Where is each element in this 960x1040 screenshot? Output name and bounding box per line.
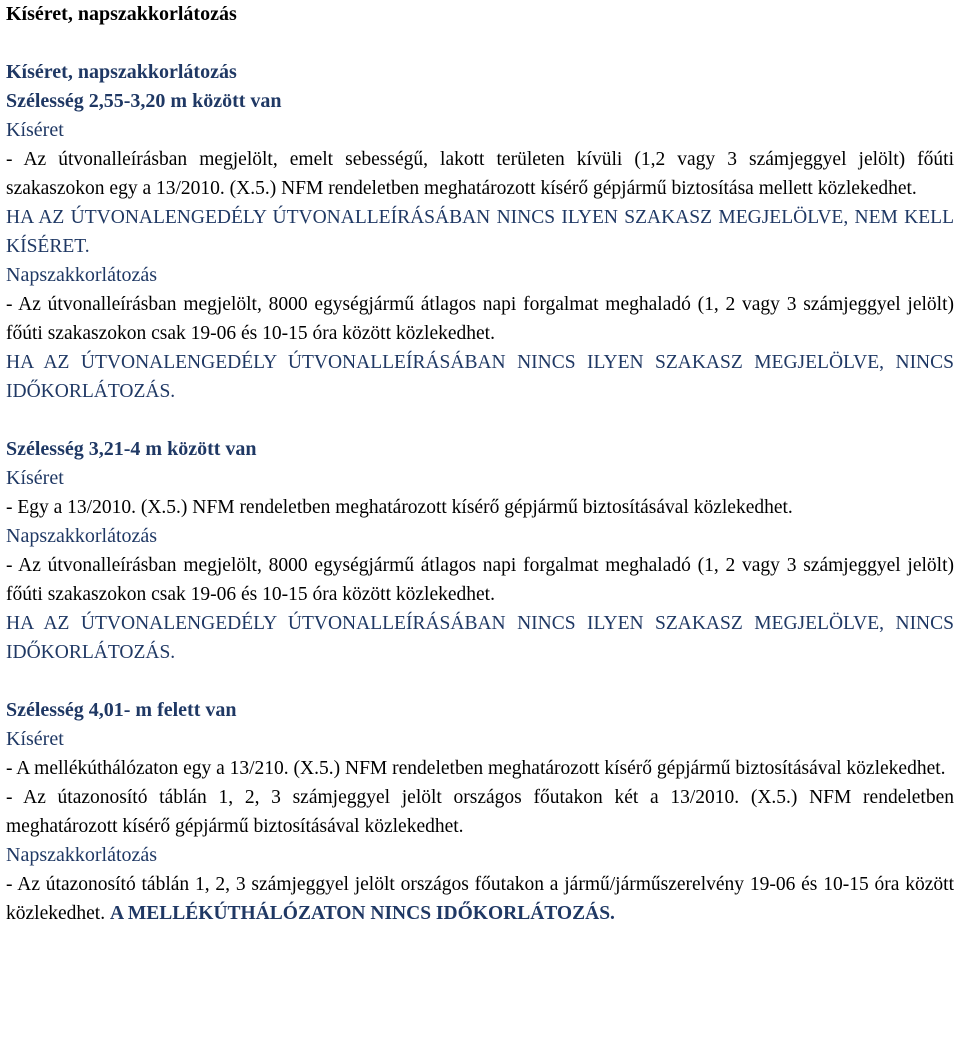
escort-text-3a: - A mellékúthálózaton egy a 13/210. (X.5.) NFM rendeletben meghatározott kísérő gépjármű biztosításával közlekedhet. (6, 758, 946, 779)
document-title: Kíséret, napszakkorlátozás (6, 3, 237, 25)
time-heading-3: Napszakkorlátozás (6, 844, 158, 866)
main-heading: Kíséret, napszakkorlátozás (6, 61, 237, 83)
time-caps-note-2: HA AZ ÚTVONALENGEDÉLY ÚTVONALLEÍRÁSÁBAN NINCS ILYEN SZAKASZ MEGJELÖLVE, NINCS IDŐKORLÁTOZÁS. (6, 613, 954, 663)
width-heading-3: Szélesség 4,01- m felett van (6, 699, 237, 721)
time-caps-note-3: A MELLÉKÚTHÁLÓZATON NINCS IDŐKORLÁTOZÁS. (109, 903, 615, 924)
time-heading-1: Napszakkorlátozás (6, 264, 158, 286)
time-caps-note-1: HA AZ ÚTVONALENGEDÉLY ÚTVONALLEÍRÁSÁBAN NINCS ILYEN SZAKASZ MEGJELÖLVE, NINCS IDŐKORLÁTOZÁS. (6, 352, 954, 402)
width-heading-2: Szélesség 3,21-4 m között van (6, 438, 257, 460)
spacer (6, 29, 954, 58)
escort-heading-2: Kíséret (6, 467, 64, 489)
spacer (6, 667, 954, 696)
escort-heading-3: Kíséret (6, 728, 64, 750)
spacer (6, 406, 954, 435)
time-text-3-body: - Az útazonosító táblán 1, 2, 3 számjeggyel jelölt országos főutakon a jármű/járműszerelvény 19-06 és 10-15 óra között közlekedhet. (6, 874, 954, 924)
width-heading-1: Szélesség 2,55-3,20 m között van (6, 90, 282, 112)
time-heading-2: Napszakkorlátozás (6, 525, 158, 547)
escort-text-1: - Az útvonalleírásban megjelölt, emelt sebességű, lakott területen kívüli (1,2 vagy 3 számjeggyel jelölt) főúti szakaszokon egy a 13/2010. (X.5.) NFM rendeletben meghatározott kísérő gépjármű biztosítása mellett közlekedhet. (6, 149, 954, 199)
escort-heading-1: Kíséret (6, 119, 64, 141)
time-text-3 (6, 870, 954, 928)
escort-text-3b: - Az útazonosító táblán 1, 2, 3 számjeggyel jelölt országos főutakon két a 13/2010. (X.5.) NFM rendeletben meghatározott kísérő gépjármű biztosításával közlekedhet. (6, 787, 954, 837)
time-text-1: - Az útvonalleírásban megjelölt, 8000 egységjármű átlagos napi forgalmat meghaladó (1, 2 vagy 3 számjeggyel jelölt) főúti szakaszokon csak 19-06 és 10-15 óra között közlekedhet. (6, 294, 954, 344)
escort-caps-note-1: HA AZ ÚTVONALENGEDÉLY ÚTVONALLEÍRÁSÁBAN NINCS ILYEN SZAKASZ MEGJELÖLVE, NEM KELL KÍSÉRET. (6, 207, 954, 257)
escort-text-2: - Egy a 13/2010. (X.5.) NFM rendeletben meghatározott kísérő gépjármű biztosításával közlekedhet. (6, 497, 793, 518)
time-text-2: - Az útvonalleírásban megjelölt, 8000 egységjármű átlagos napi forgalmat meghaladó (1, 2 vagy 3 számjeggyel jelölt) főúti szakaszokon csak 19-06 és 10-15 óra között közlekedhet. (6, 555, 954, 605)
